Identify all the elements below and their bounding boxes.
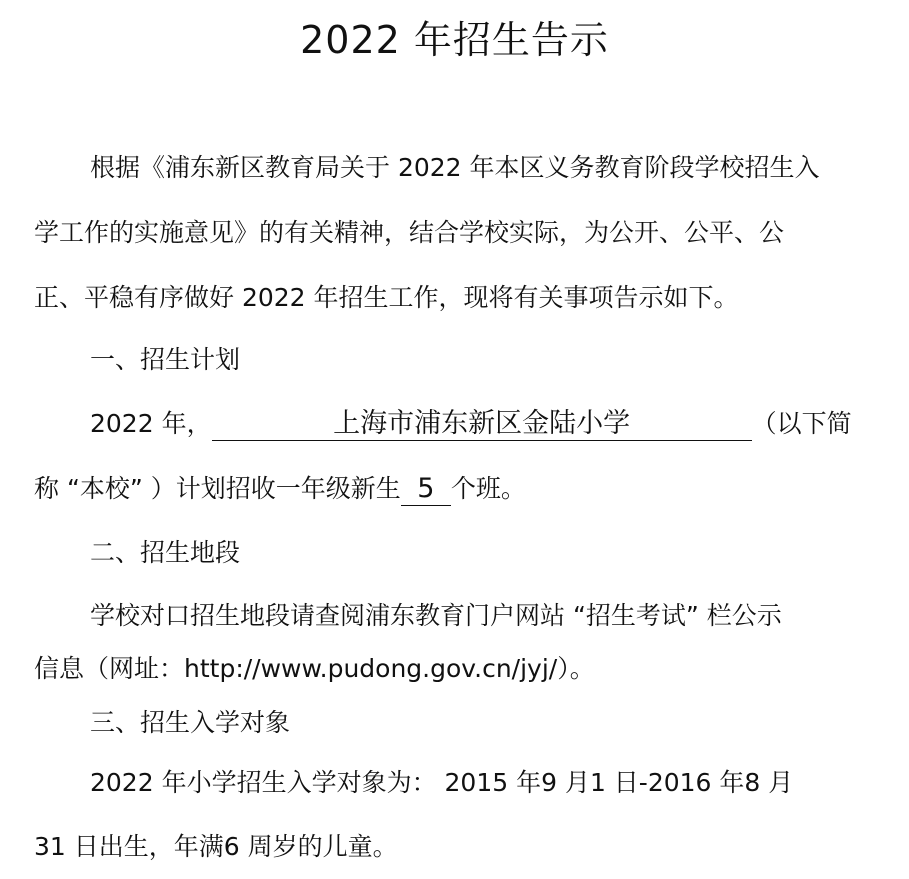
target-line-1: 2022 年小学招生入学对象为： 2015 年9 月1 日-2016 年8 月 (90, 768, 794, 797)
section-heading-district: 二、招生地段 (90, 538, 241, 567)
plan-line-2 (34, 471, 526, 507)
class-count-field: 5 (401, 473, 451, 506)
section-heading-plan: 一、招生计划 (90, 345, 241, 374)
plan-line-1 (90, 406, 852, 442)
intro-line-3: 正、平稳有序做好 2022 年招生工作，现将有关事项告示如下。 (34, 283, 739, 312)
district-line-1: 学校对口招生地段请查阅浦东教育门户网站 “招生考试” 栏公示 (90, 601, 782, 630)
plan-year-prefix: 2022 年， (90, 409, 212, 438)
plan-class-suffix: 个班。 (450, 474, 526, 503)
intro-line-2: 学工作的实施意见》的有关精神，结合学校实际，为公开、公平、公 (34, 218, 785, 247)
district-line-2: 信息（网址：http://www.pudong.gov.cn/jyj/）。 (34, 654, 595, 683)
school-name-field: 上海市浦东新区金陆小学 (212, 408, 752, 441)
page-title: 2022 年招生告示 (300, 18, 609, 62)
intro-line-1: 根据《浦东新区教育局关于 2022 年本区义务教育阶段学校招生入 (90, 153, 820, 182)
plan-abbr-open: （以下简 (751, 409, 852, 438)
target-line-2: 31 日出生，年满6 周岁的儿童。 (34, 832, 398, 861)
plan-abbr-text: 称 “本校” ）计划招收一年级新生 (34, 474, 401, 503)
section-heading-target: 三、招生入学对象 (90, 708, 291, 737)
